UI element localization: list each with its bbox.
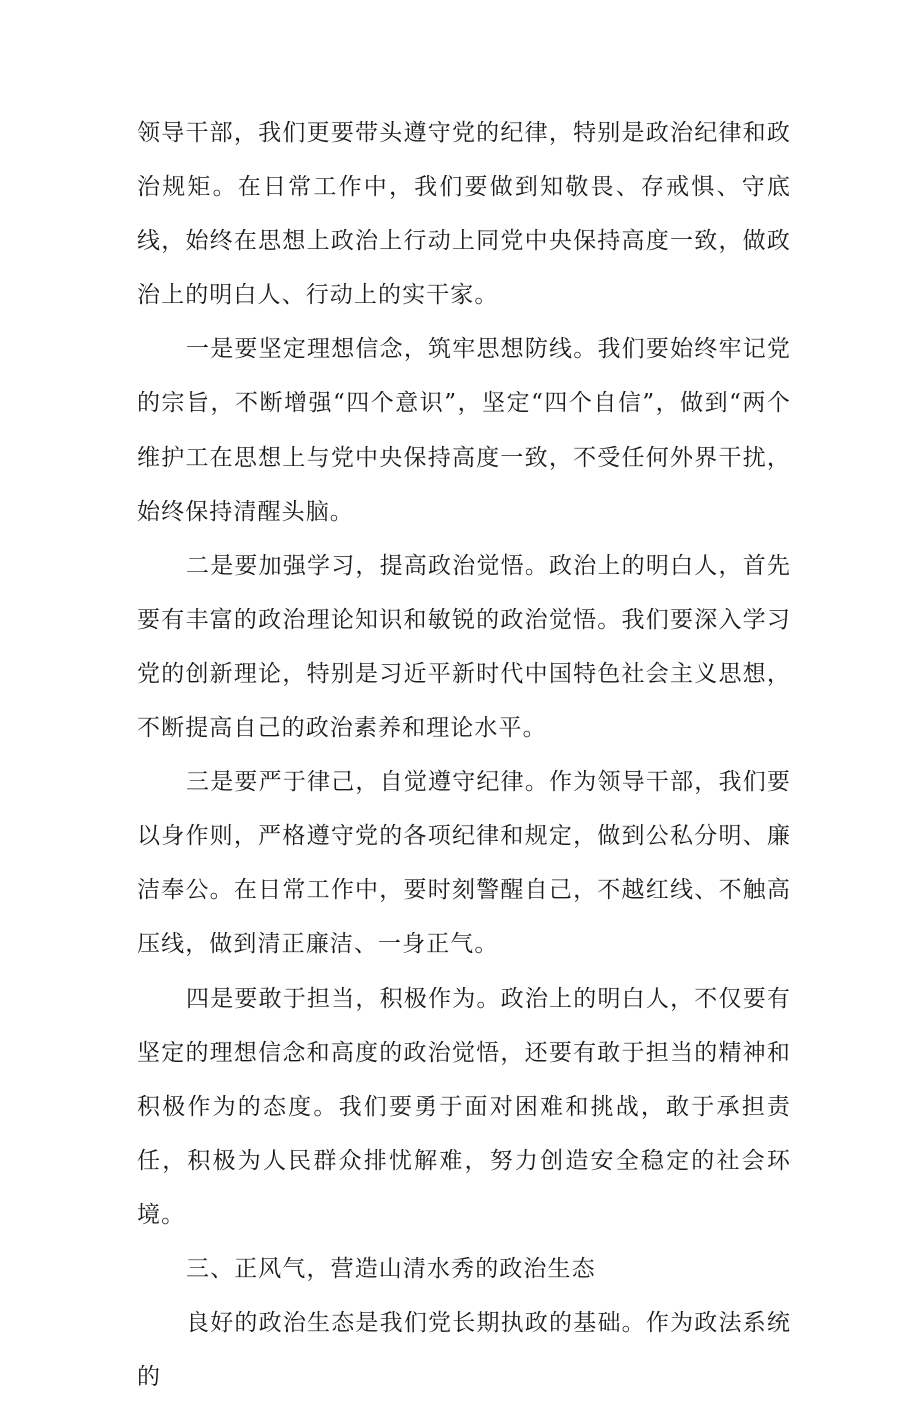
- paragraph-5: 四是要敢于担当，积极作为。政治上的明白人，不仅要有坚定的理想信念和高度的政治觉悟，还要有敢于担当的精神和积极作为的态度。我们要勇于面对困难和挑战，敢于承担责任，积极为人民群众排忧解难，努力创造安全稳定的社会环境。: [137, 985, 791, 1228]
- paragraph-3: 二是要加强学习，提高政治觉悟。政治上的明白人，首先要有丰富的政治理论知识和敏锐的政治觉悟。我们要深入学习党的创新理论，特别是习近平新时代中国特色社会主义思想，不断提高自己的政治素养和理论水平。: [137, 552, 791, 742]
- document-body: [137, 106, 791, 1404]
- paragraph-4: 三是要严于律己，自觉遵守纪律。作为领导干部，我们要以身作则，严格遵守党的各项纪律和规定，做到公私分明、廉洁奉公。在日常工作中，要时刻警醒自己，不越红线、不触高压线，做到清正廉洁、一身正气。: [137, 769, 791, 958]
- paragraph-1: 领导干部，我们更要带头遵守党的纪律，特别是政治纪律和政治规矩。在日常工作中，我们要做到知敬畏、存戒惧、守底线，始终在思想上政治上行动上同党中央保持高度一致，做政治上的明白人、行动上的实干家。: [137, 120, 791, 309]
- section-heading: 三、正风气，营造山清水秀的政治生态: [186, 1255, 596, 1282]
- paragraph-6: 良好的政治生态是我们党长期执政的基础。作为政法系统的: [137, 1310, 791, 1391]
- paragraph-2: 一是要坚定理想信念，筑牢思想防线。我们要始终牢记党的宗旨，不断增强“四个意识”，坚定“四个自信”，做到“两个维护工在思想上与党中央保持高度一致，不受任何外界干扰，始终保持清醒头脑。: [137, 336, 791, 525]
